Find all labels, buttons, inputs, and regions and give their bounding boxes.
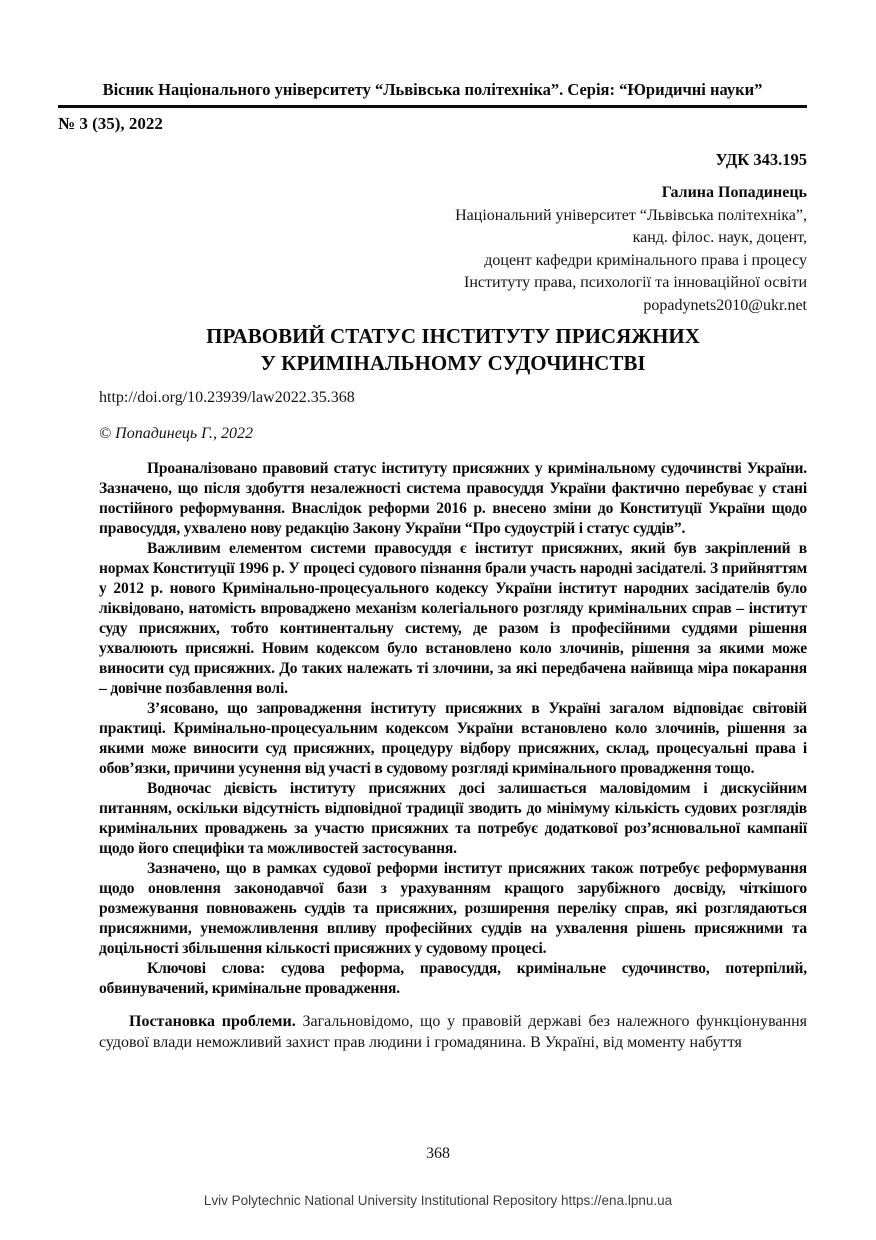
author-affiliation-line: Інституту права, психології та інноваційної освіти [464, 274, 807, 291]
article-content [99, 150, 807, 1053]
article-title-line2: У КРИМІНАЛЬНОМУ СУДОЧИНСТВІ [260, 351, 646, 375]
abstract-paragraph: Важливим елементом системи правосуддя є інститут присяжних, який був закріплений в нормах Конституції 1996 р. У процесі судового пізнання брали участь народні засідателі. З прийняттям у 2012 р. нового Кримінально-процесуального кодексу України інститут народних засідателів було ліквідовано, натомість впроваджено механізм колегіального розгляду кримінальних справ – інститут суду присяжних, тобто континентальну систему, де разом із професійними суддями рішення ухвалюють присяжні. Новим кодексом було встановлено коло злочинів, рішення за якими може виносити суд присяжних. До таких належать ті злочини, за які передбачена найвища міра покарання – довічне позбавлення волі. [99, 540, 807, 697]
abstract-paragraph: Водночас дієвість інституту присяжних досі залишається маловідомим і дискусійним питанням, оскільки відсутність відповідної традиції зводить до мінімуму кількість судових розглядів кримінальних проваджень за участю присяжних та потребує додаткової роз’яснювальної кампанії щодо його специфіки та можливостей застосування. [99, 780, 807, 857]
page-number: 368 [426, 1145, 450, 1162]
article-title-line1: ПРАВОВИЙ СТАТУС ІНСТИТУТУ ПРИСЯЖНИХ [206, 324, 700, 348]
abstract [99, 459, 807, 999]
issue-number: № 3 (35), 2022 [58, 114, 163, 133]
repository-footer: Lviv Polytechnic National University Institutional Repository https://ena.lpnu.ua [203, 1193, 673, 1208]
journal-header: Вісник Національного університету “Львівська політехніка”. Серія: “Юридичні науки” [58, 80, 807, 108]
keywords-line: Ключові слова: судова реформа, правосуддя, кримінальне судочинство, потерпілий, обвинувачений, кримінальне провадження. [99, 960, 807, 997]
author-name: Галина Попадинець [661, 184, 807, 201]
author-email: popadynets2010@ukr.net [643, 296, 807, 314]
body-paragraph [99, 1011, 807, 1053]
section-heading: Постановка проблеми. [129, 1013, 296, 1030]
author-affiliation-line: доцент кафедри кримінального права і процесу [484, 251, 807, 269]
author-affiliation-line: канд. філос. наук, доцент, [632, 229, 807, 246]
copyright-line: © Попадинець Г., 2022 [99, 425, 254, 442]
udc-code: УДК 343.195 [715, 150, 807, 169]
abstract-paragraph: Зазначено, що в рамках судової реформи інститут присяжних також потребує реформування щодо оновлення законодавчої бази з урахуванням кращого зарубіжного досвіду, чіткішого розмежування повноважень суддів та присяжних, розширення переліку справ, які розглядаються присяжними, унеможливлення впливу професійних суддів на ухвалення рішень присяжними та доцільності збільшення кількості присяжних у судовому процесі. [99, 860, 807, 957]
abstract-paragraph: З’ясовано, що запровадження інституту присяжних в Україні загалом відповідає світовій практиці. Кримінально-процесуальним кодексом України встановлено коло злочинів, рішення за якими може виносити суд присяжних, процедуру відбору присяжних, склад, процесуальні права і обов’язки, причини усунення від участі в судовому розгляді кримінального провадження тощо. [99, 700, 807, 777]
author-block [99, 182, 807, 317]
body-text: Загальновідомо, що у правовій державі без належного функціонування судової влади неможливий захист прав людини і громадянина. В Україні, від моменту набуття [99, 1013, 808, 1051]
abstract-paragraph: Проаналізовано правовий статус інституту присяжних у кримінальному судочинстві України. Зазначено, що після здобуття незалежності система правосуддя України фактично перебуває у стані постійного реформування. Внаслідок реформи 2016 р. внесено зміни до Конституції України щодо правосуддя, ухвалено нову редакцію Закону України “Про судоустрій і статус суддів”. [99, 460, 807, 537]
doi-link: http://doi.org/10.23939/law2022.35.368 [99, 389, 355, 406]
article-title [99, 323, 807, 377]
author-affiliation-line: Національний університет “Львівська політехніка”, [455, 206, 807, 224]
